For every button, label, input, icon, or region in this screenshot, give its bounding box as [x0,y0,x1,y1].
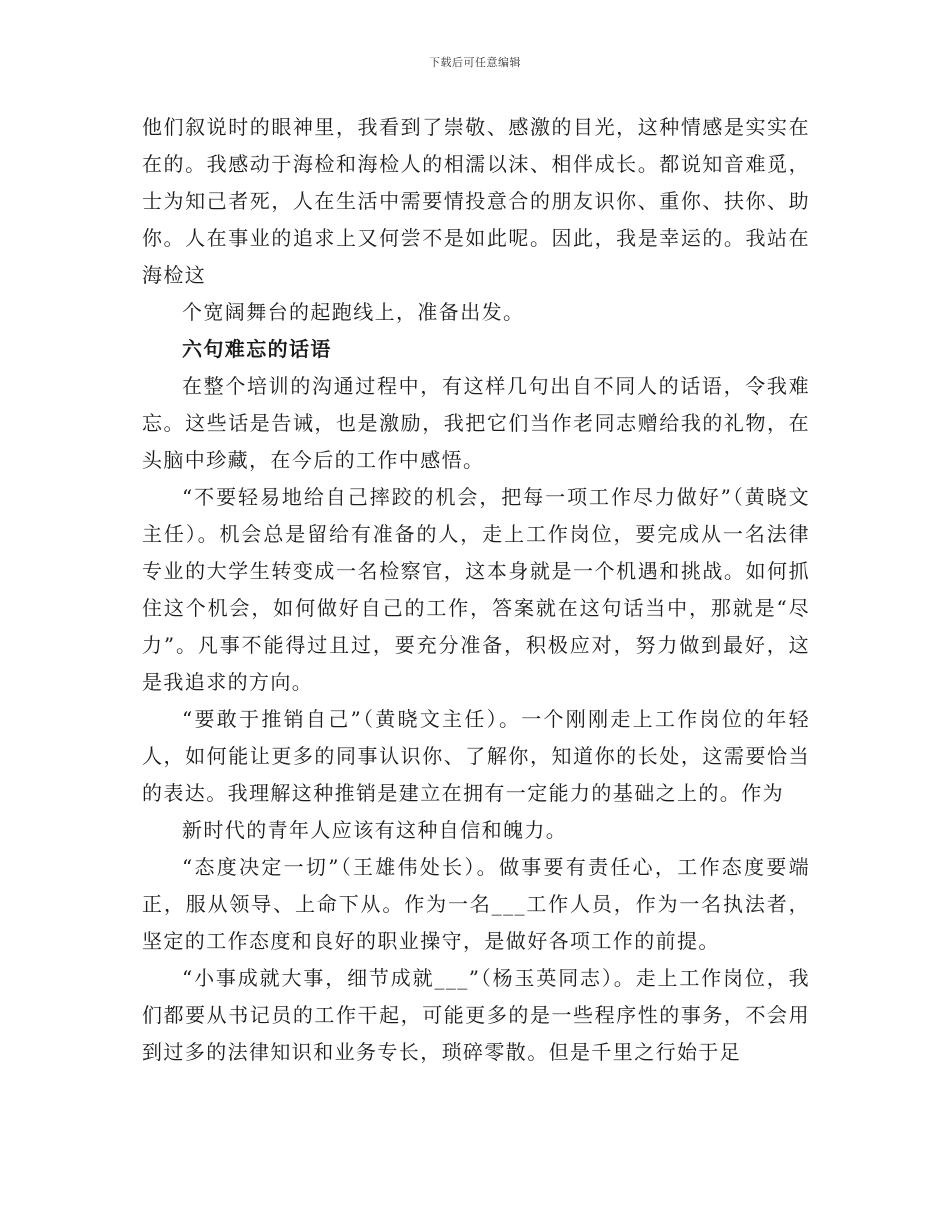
paragraph-4: “不要轻易地给自己摔跤的机会，把每一项工作尽力做好”（黄晓文主任）。机会总是留给有准备的人，走上工作岗位，要完成从一名法律专业的大学生转变成一名检察官，这本身就是一个机遇和挑战。如何抓住这个机会，如何做好自己的工作，答案就在这句话当中，那就是“尽力”。凡事不能得过且过，要充分准备，积极应对，努力做到最好，这是我追求的方向。 [142,485,810,694]
paragraph-2: 个宽阔舞台的起跑线上，准备出发。 [182,300,525,324]
document-body [142,109,810,1071]
paragraph-7: “态度决定一切”（王雄伟处长）。做事要有责任心，工作态度要端正，服从领导、上命下从。作为一名___工作人员，作为一名执法者，坚定的工作态度和良好的职业操守，是做好各项工作的前提。 [142,855,810,953]
paragraph-1: 他们叙说时的眼神里，我看到了崇敬、感激的目光，这种情感是实实在在的。我感动于海检和海检人的相濡以沫、相伴成长。都说知音难觅，士为知己者死，人在生活中需要情投意合的朋友识你、重你、扶你、助你。人在事业的追求上又何尝不是如此呢。因此，我是幸运的。我站在海检这 [142,115,810,287]
paragraph-8: “小事成就大事，细节成就___”（杨玉英同志）。走上工作岗位，我们都要从书记员的工作干起，可能更多的是一些程序性的事务，不会用到过多的法律知识和业务专长，琐碎零散。但是千里之行始于足 [142,966,810,1064]
section-heading: 六句难忘的话语 [182,337,332,361]
page-header: 下载后可任意编辑 [429,56,521,69]
paragraph-5: “要敢于推销自己”（黄晓文主任）。一个刚刚走上工作岗位的年轻人，如何能让更多的同事认识你、了解你，知道你的长处，这需要恰当的表达。我理解这种推销是建立在拥有一定能力的基础之上的。作为 [142,707,810,805]
paragraph-3: 在整个培训的沟通过程中，有这样几句出自不同人的话语，令我难忘。这些话是告诫，也是激励，我把它们当作老同志赠给我的礼物，在头脑中珍藏，在今后的工作中感悟。 [142,374,810,472]
paragraph-6: 新时代的青年人应该有这种自信和魄力。 [182,818,568,842]
